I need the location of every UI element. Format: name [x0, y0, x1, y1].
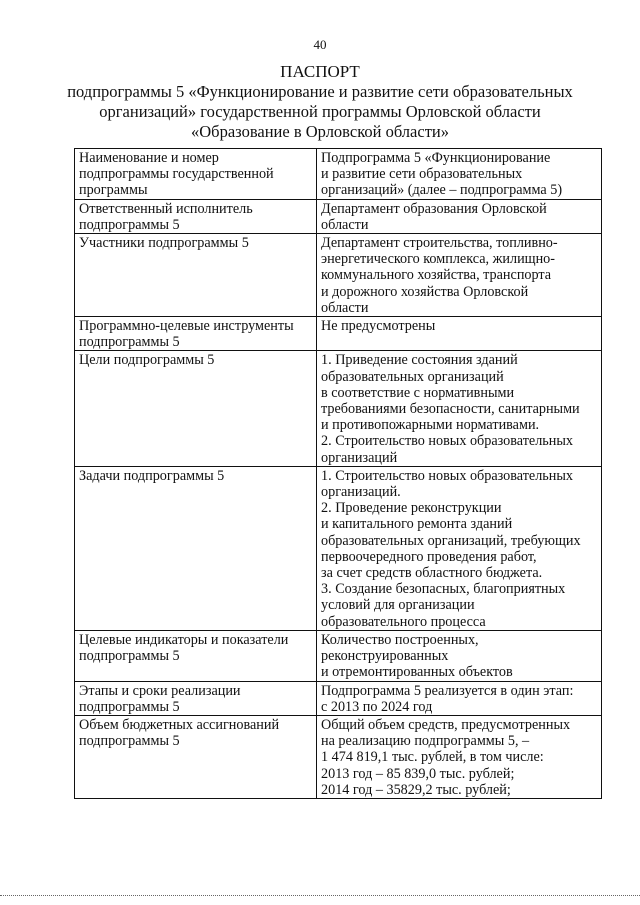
row-value: Не предусмотрены [317, 317, 602, 351]
title-heading: ПАСПОРТ [280, 62, 360, 81]
page-bottom-divider [0, 895, 640, 896]
table-row-executor [75, 199, 602, 233]
row-value: Подпрограмма 5 реализуется в один этап: с 2013 по 2024 год [317, 681, 602, 715]
table-row-tasks [75, 466, 602, 630]
row-label: Цели подпрограммы 5 [75, 351, 317, 466]
table-row-budget [75, 715, 602, 798]
row-value: 1. Приведение состояния зданий образовательных организаций в соответствие с нормативными требованиями безопасности, санитарными и противопожарными нормативами. 2. Строительство новых образовательных организаций [317, 351, 602, 466]
row-value: Подпрограмма 5 «Функционирование и развитие сети образовательных организаций» (далее – подпрограмма 5) [317, 149, 602, 200]
title-line-1: подпрограммы 5 «Функционирование и развитие сети образовательных [67, 82, 573, 101]
row-label: Программно-целевые инструменты подпрограммы 5 [75, 317, 317, 351]
page-number: 40 [313, 37, 327, 52]
row-value: Департамент строительства, топливно- энергетического комплекса, жилищно- коммунального хозяйства, транспорта и дорожного хозяйства Орловской области [317, 234, 602, 317]
table-row-indicators [75, 630, 602, 681]
table-row-name [75, 149, 602, 200]
table-row-participants [75, 234, 602, 317]
table-row-instruments [75, 317, 602, 351]
table-row-goals [75, 351, 602, 466]
passport-table [74, 148, 602, 799]
row-label: Задачи подпрограммы 5 [75, 466, 317, 630]
row-value: Количество построенных, реконструированных и отремонтированных объектов [317, 630, 602, 681]
row-value: Департамент образования Орловской области [317, 199, 602, 233]
row-label: Этапы и сроки реализации подпрограммы 5 [75, 681, 317, 715]
title-line-3: «Образование в Орловской области» [191, 122, 449, 141]
row-value: Общий объем средств, предусмотренных на реализацию подпрограммы 5, – 1 474 819,1 тыс. рублей, в том числе: 2013 год – 85 839,0 тыс. рублей; 2014 год – 35829,2 тыс. рублей; [317, 715, 602, 798]
table-row-stages [75, 681, 602, 715]
row-label: Ответственный исполнитель подпрограммы 5 [75, 199, 317, 233]
row-label: Участники подпрограммы 5 [75, 234, 317, 317]
row-label: Целевые индикаторы и показатели подпрограммы 5 [75, 630, 317, 681]
document-title [0, 62, 640, 142]
row-value: 1. Строительство новых образовательных организаций. 2. Проведение реконструкции и капитального ремонта зданий образовательных организаций, требующих первоочередного проведения работ, за счет средств областного бюджета. 3. Создание безопасных, благоприятных условий для организации образовательного процесса [317, 466, 602, 630]
row-label: Наименование и номер подпрограммы государственной программы [75, 149, 317, 200]
title-line-2: организаций» государственной программы Орловской области [99, 102, 541, 121]
row-label: Объем бюджетных ассигнований подпрограммы 5 [75, 715, 317, 798]
